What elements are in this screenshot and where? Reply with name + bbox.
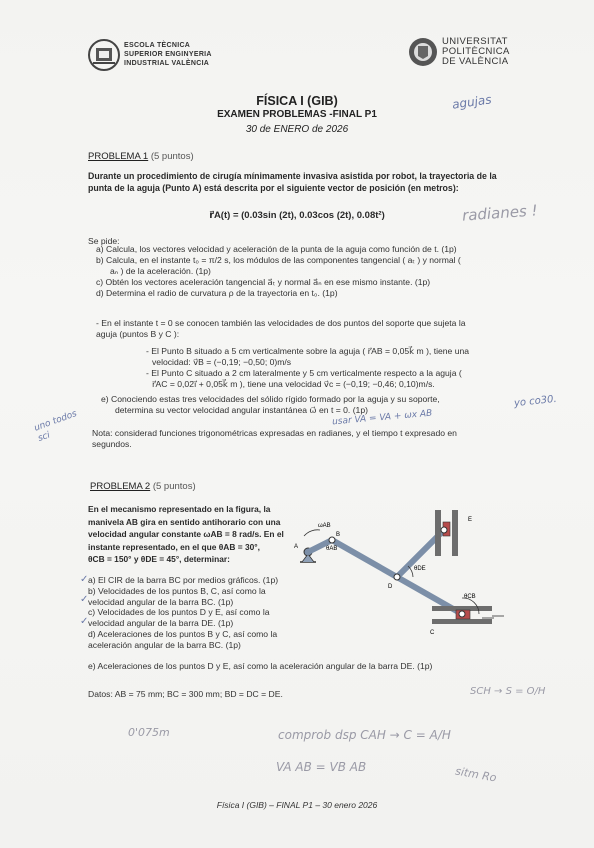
problem1-questions: a) Calcula, los vectores velocidad y aceleración de la punta de la aguja como función de t. (1p) b) Calcula, en el instante t₀ = π/2 s, los módulos de las componentes tangencial ( aₜ ) y normal ( aₙ ) de la aceleración. (1p) c) Obtén los vectores aceleración tangencial a⃗ₜ y normal a⃗ₙ en ese mismo instante. (1p) d) Determina el radio de curvatura ρ de la trayectoria en t₀. (1p) bbox=[96, 244, 461, 298]
problem1-context: - En el instante t = 0 se conocen también las velocidades de dos puntos del soporte que sujeta la aguja (puntos B y C ): bbox=[96, 318, 466, 339]
position-equation: r⃗A(t) = (0.03sin (2t), 0.03cos (2t), 0.08t²) bbox=[209, 210, 385, 221]
handwriting-vaab: VA AB = VB AB bbox=[276, 760, 367, 774]
problem2-questions: a) El CIR de la barra BC por medios gráficos. (1p) b) Velocidades de los puntos B, C, así como la velocidad angular de la barra BC. (1p) c) Velocidades de los puntos D y E, así como la velocidad angular de la barra DE. (1p) d) Aceleraciones de los puntos B y C, así como la aceleración angular de la barra BC. (1p) bbox=[88, 575, 279, 650]
points-b-c: - El Punto B situado a 5 cm verticalmente sobre la aguja ( r⃗AB = 0,05k⃗ m ), tiene una velocidad: v⃗B = (−0,19; −0,50; 0)m/s - El Punto C situado a 2 cm lateralmente y 5 cm verticalmente respecto a la aguja ( r⃗AC = 0,02i⃗ + 0,05k⃗ m ), tiene una velocidad v⃗c = (−0,19; −0,46; 0,10)m/s. bbox=[146, 346, 470, 389]
check-mark-icon: ✓ bbox=[80, 594, 89, 605]
svg-text:θDE: θDE bbox=[414, 566, 426, 572]
problem2-question-e: e) Aceleraciones de los puntos D y E, así como la aceleración angular de la barra DE. (1p) bbox=[88, 661, 433, 671]
problem2-intro: En el mecanismo representado en la figura, la manivela AB gira en sentido antihorario con una velocidad angular constante ωAB = 8 rad/s. En el instante representado, en el que θAB = 30°, θCB = 150° y θDE = 45°, determinar: bbox=[88, 504, 284, 565]
check-mark-icon: ✓ bbox=[80, 616, 89, 627]
page-footer: Física I (GIB) – FINAL P1 – 30 enero 2026 bbox=[216, 800, 378, 810]
school-name: ESCOLA TÈCNICA SUPERIOR ENGINYERIA INDUSTRIAL VALÈNCIA bbox=[124, 42, 212, 67]
handwriting-sitm: sitm Ro bbox=[454, 764, 498, 785]
problem1-question-e: e) Conociendo estas tres velocidades del sólido rígido formado por la aguja y su soporte, determina su vector velocidad angular instantánea ω⃗ en t = 0. (1p) bbox=[101, 394, 440, 415]
problem1-intro: Durante un procedimiento de cirugía mínimamente invasiva asistida por robot, la trayectoria de la punta de la aguja (Punto A) está descrita por el siguiente vector de posición (en metros): bbox=[88, 171, 497, 193]
handwriting-agujas: agujas bbox=[451, 92, 493, 112]
guide-e bbox=[435, 510, 458, 556]
exam-subtitle: EXAMEN PROBLEMAS -FINAL P1 bbox=[217, 109, 377, 120]
problem1-note: Nota: considerad funciones trigonométricas expresadas en radianes, y el tiempo t expresado en segundos. bbox=[92, 428, 457, 449]
etsii-logo-icon bbox=[87, 38, 121, 72]
svg-text:ωAB: ωAB bbox=[318, 523, 331, 529]
handwriting-0075: 0'075m bbox=[128, 726, 170, 739]
problem1-heading: PROBLEMA 1 (5 puntos) bbox=[88, 151, 194, 162]
exam-date: 30 de ENERO de 2026 bbox=[245, 124, 349, 135]
svg-text:B: B bbox=[336, 532, 341, 538]
svg-text:θCB: θCB bbox=[464, 594, 476, 600]
svg-text:D: D bbox=[388, 584, 393, 590]
svg-text:E: E bbox=[468, 517, 473, 523]
svg-text:A: A bbox=[294, 544, 299, 550]
problem2-heading: PROBLEMA 2 (5 puntos) bbox=[90, 481, 196, 492]
svg-text:C: C bbox=[430, 630, 435, 636]
upv-seal-icon bbox=[408, 37, 438, 67]
check-mark-icon: ✓ bbox=[80, 574, 89, 585]
handwriting-radianes: radianes ! bbox=[461, 201, 539, 225]
problem2-data: Datos: AB = 75 mm; BC = 300 mm; BD = DC = DE. bbox=[88, 689, 283, 699]
handwriting-usar: usar VA = VA + ωx AB bbox=[331, 408, 433, 428]
upv-name: UNIVERSITAT POLITÈCNICA DE VALÈNCIA bbox=[442, 36, 510, 67]
exam-title: FÍSICA I (GIB) bbox=[256, 94, 338, 108]
handwriting-uno-todos: uno todos sci bbox=[32, 408, 79, 444]
se-pide-label: Se pide: bbox=[88, 236, 120, 246]
handwriting-sch: SCH → S = O/H bbox=[470, 686, 546, 697]
svg-text:θAB: θAB bbox=[326, 546, 338, 552]
handwriting-yo-co30: yo co30. bbox=[513, 393, 558, 410]
handwriting-cah: comprob dsp CAH → C = A/H bbox=[278, 728, 451, 742]
